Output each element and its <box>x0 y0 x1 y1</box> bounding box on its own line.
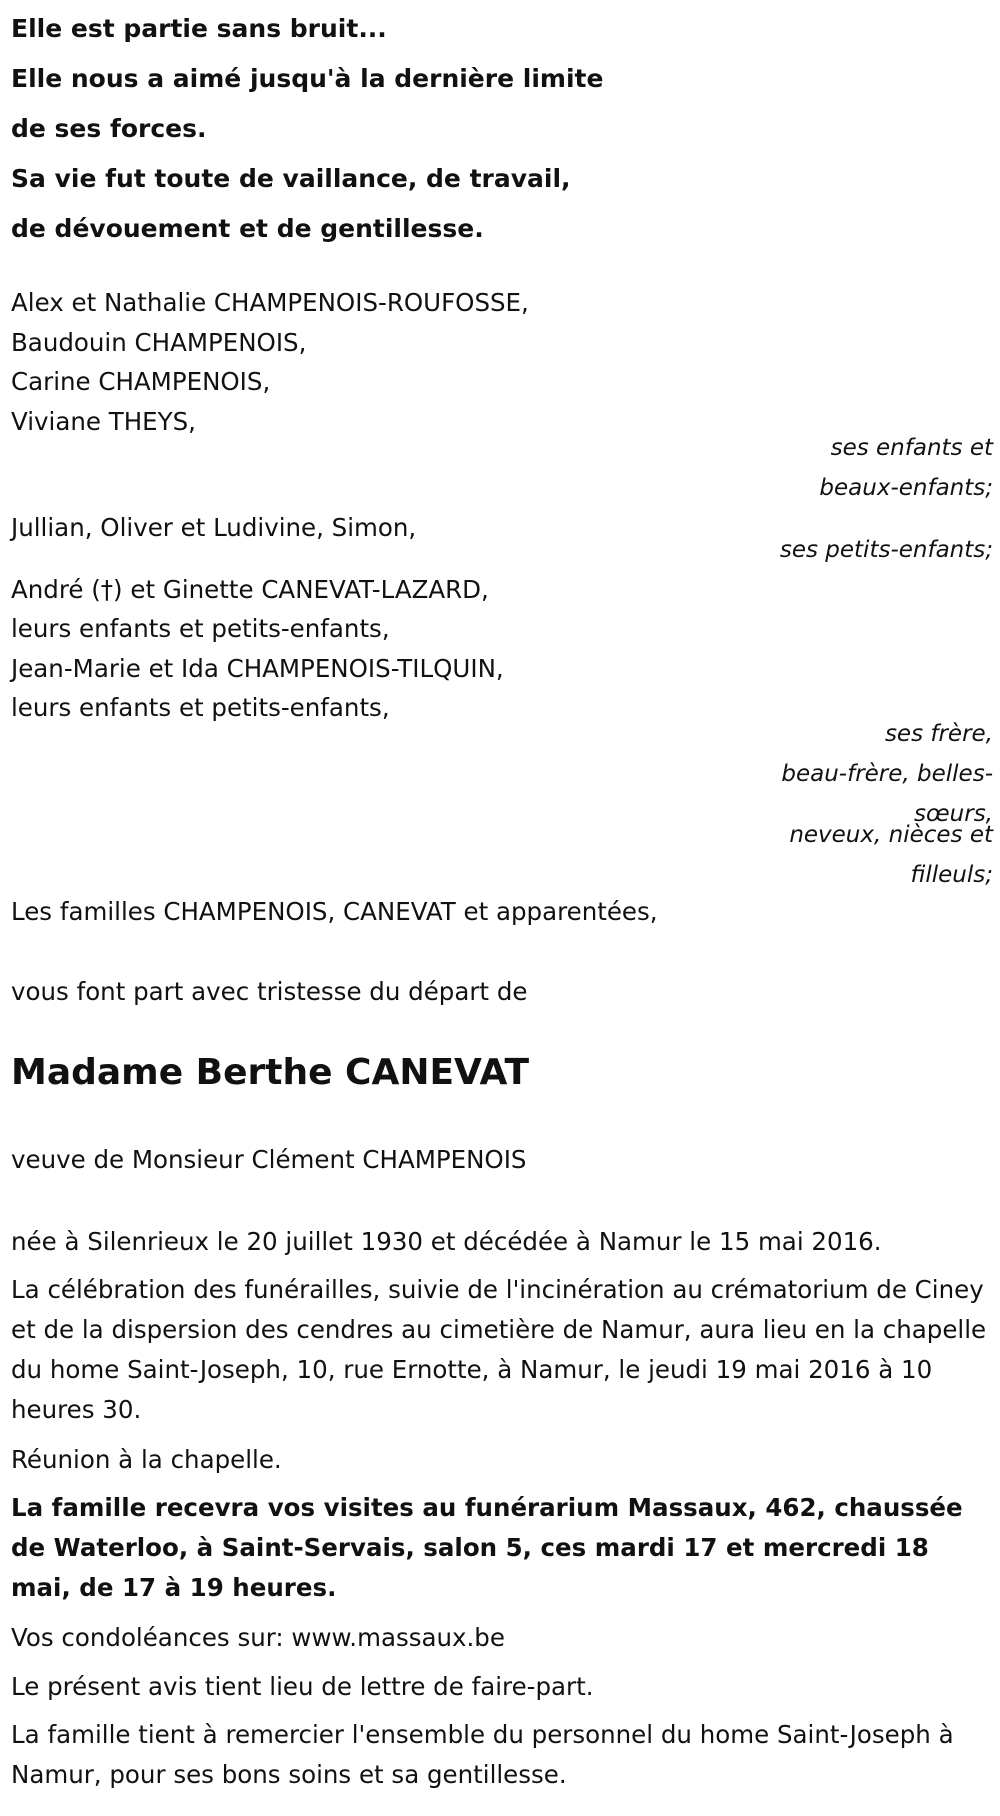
relation-label: neveux, nièces et <box>789 822 993 848</box>
relation-label: sœurs, <box>914 801 993 827</box>
relation-label: filleuls; <box>910 862 993 888</box>
poem-line: Elle est partie sans bruit... <box>11 14 387 43</box>
poem-line: de ses forces. <box>11 114 207 143</box>
ceremony-text: La célébration des funérailles, suivie de l'incinération au crématorium de Ciney et de la dispersion des cendres au cimetière de Namur, aura lieu en la chapelle du home Saint-Joseph, 10, rue Ernotte, à Namur, le jeudi 19 mai 2016 à 10 heures 30. <box>11 1275 987 1424</box>
relation-label: beau-frère, belles- <box>781 761 993 787</box>
relation-label: ses frère, <box>884 721 993 747</box>
family-member-line: Jullian, Oliver et Ludivine, Simon, <box>11 513 417 542</box>
family-member-line: Viviane THEYS, <box>11 407 196 436</box>
poem-line: de dévouement et de gentillesse. <box>11 214 484 243</box>
family-member-line: Les familles CHAMPENOIS, CANEVAT et apparentées, <box>11 897 658 926</box>
birth-death-text: née à Silenrieux le 20 juillet 1930 et décédée à Namur le 15 mai 2016. <box>11 1227 882 1256</box>
family-member-line: Carine CHAMPENOIS, <box>11 367 271 396</box>
gathering-text: Réunion à la chapelle. <box>11 1445 282 1474</box>
deceased-name: Madame Berthe CANEVAT <box>11 1052 530 1093</box>
family-member-line: leurs enfants et petits-enfants, <box>11 693 390 722</box>
announcement-text: vous font part avec tristesse du départ de <box>11 977 528 1006</box>
relation-label: beaux-enfants; <box>819 475 993 501</box>
family-member-line: leurs enfants et petits-enfants, <box>11 614 390 643</box>
family-member-line: Baudouin CHAMPENOIS, <box>11 328 307 357</box>
poem-line: Elle nous a aimé jusqu'à la dernière limite <box>11 64 604 93</box>
condolences-text: Vos condoléances sur: www.massaux.be <box>11 1623 505 1652</box>
relation-label: ses enfants et <box>830 435 993 461</box>
family-member-line: Jean-Marie et Ida CHAMPENOIS-TILQUIN, <box>11 654 504 683</box>
notice-text: Le présent avis tient lieu de lettre de faire-part. <box>11 1672 594 1701</box>
widow-of-text: veuve de Monsieur Clément CHAMPENOIS <box>11 1145 527 1174</box>
visits-text: La famille recevra vos visites au funérarium Massaux, 462, chaussée de Waterloo, à Saint-Servais, salon 5, ces mardi 17 et mercredi 18 mai, de 17 à 19 heures. <box>11 1493 963 1602</box>
thanks-text: La famille tient à remercier l'ensemble du personnel du home Saint-Joseph à Namur, pour ses bons soins et sa gentillesse. <box>11 1720 954 1789</box>
relation-label: ses petits-enfants; <box>779 537 993 563</box>
opening-poem <box>11 4 711 254</box>
poem-line: Sa vie fut toute de vaillance, de travail, <box>11 164 571 193</box>
family-member-line: Alex et Nathalie CHAMPENOIS-ROUFOSSE, <box>11 288 529 317</box>
family-member-line: André (†) et Ginette CANEVAT-LAZARD, <box>11 575 489 604</box>
